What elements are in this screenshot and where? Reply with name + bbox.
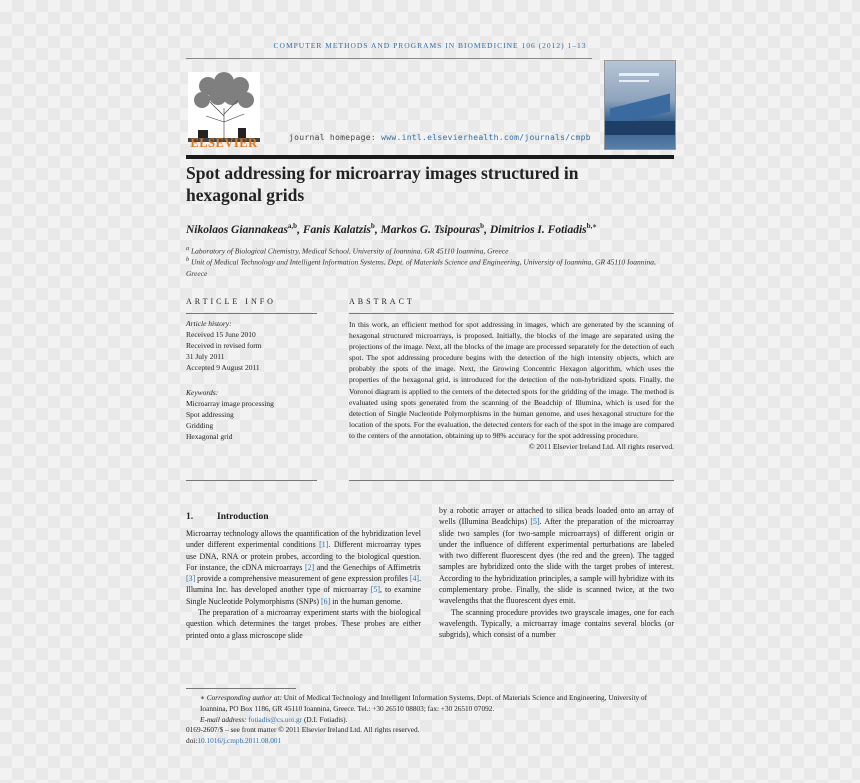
keyword: Microarray image processing	[186, 399, 274, 408]
email-note: E-mail address: fotiadis@cs.uoi.gr (D.I. Fotiadis).	[200, 714, 348, 724]
history-label: Article history:	[186, 319, 232, 328]
abstract-text: In this work, an efficient method for spot addressing in images, which are generated by the scanning of hexagonal structured microarrays, is proposed. Initially, the blocks of the image are separated using the projections of the image. Next, all the blocks of the image are processed separately for the detection of each spot. The spot addressing procedure begins with the detection of the high intensity objects, which are probably the spots of the image. Next, the Growing Concentric Hexagon algorithm, which uses the properties of the hexagonal grid, is introduced for the detection of the non-hybridized spots. Finally, the Voronoi diagram is applied to the centers of the detected spots for the gridding of the image. The method is evaluated using spots generated from the scanning of the Beadchip of Illumina, which is used for the detection of Single Nucleotide Polymorphisms in the human genome, and uses hexagonal structure for the location of the spots. For the evaluation, the detected centers for each of the spot in the image are compared to the centers of the annotation, obtaining up to 98% accuracy for the spot addressing procedure.	[349, 320, 674, 440]
body-paragraph	[186, 607, 421, 641]
affiliation-a: $^a$ Laboratory of Biological Chemistry, Medical School, University of Ioannina, GR 45110 Ioannina, Greece	[186, 245, 509, 256]
body-text: . Illumina Inc. has developed another type of microarray	[186, 574, 421, 595]
author-name: Nikolaos Giannakeas	[186, 223, 288, 236]
corresponding-author-note: ∗ Corresponding author at: Unit of Medical Technology and Intelligent Information Systems, Dept. of Materials Science and Engineering, University of Ioannina, PO Box 1186, GR 45110 Ioannina, Greece. Tel.: +30 26510 08803; fax: +30 26510 07092.	[200, 693, 648, 713]
doi-link[interactable]: 10.1016/j.cmpb.2011.08.001	[197, 736, 282, 746]
body-text: provide a comprehensive measurement of gene expression profiles	[195, 574, 410, 584]
keyword: Gridding	[186, 421, 214, 430]
author-affil-mark[interactable]: b,∗	[586, 222, 598, 230]
author-list: Nikolaos Giannakeas$^{a,b}$, Fanis Kalatzis$^b$, Markos G. Tsipouras$^b$, Dimitrios I. Fotiadis$^{b,∗}$	[186, 222, 598, 236]
keywords	[186, 387, 316, 442]
article-info-rule	[186, 313, 317, 314]
abstract-bottom-rule	[349, 480, 674, 481]
issn-line: 0169-2607/$ – see front matter © 2011 Elsevier Ireland Ltd. All rights reserved.	[186, 725, 420, 735]
doi-line: doi:10.1016/j.cmpb.2011.08.001	[186, 736, 282, 746]
body-text: in the human genome.	[330, 596, 403, 606]
history-line: Received 15 June 2010	[186, 330, 256, 339]
article-history	[186, 318, 316, 373]
citation-link[interactable]: [1]	[319, 540, 329, 550]
abstract-heading: ABSTRACT	[349, 297, 415, 306]
author-name: Fanis Kalatzis	[302, 223, 371, 236]
body-text: . Different microarray types use DNA, RNA or protein probes, according to the biological question. For instance, the cDNA microarrays	[186, 540, 421, 572]
abstract-body	[349, 319, 674, 452]
author-name: Markos G. Tsipouras	[380, 223, 481, 236]
body-paragraph	[439, 505, 674, 607]
body-text: by a robotic arrayer or attached to silica beads loaded onto an array of wells (Illumina Beadchips)	[439, 506, 674, 527]
author-affil-mark[interactable]: b	[370, 222, 375, 230]
citation-link[interactable]: [3]	[186, 574, 196, 584]
body-text: and the Genechips of Affimetrix	[314, 562, 421, 572]
journal-homepage	[289, 133, 591, 142]
citation-link[interactable]: [5]	[370, 585, 380, 595]
citation-link[interactable]: [5]	[530, 517, 540, 527]
history-line: Accepted 9 August 2011	[186, 363, 260, 372]
article-info-heading: ARTICLE INFO	[186, 297, 276, 306]
email-link[interactable]: fotiadis@cs.uoi.gr	[248, 714, 303, 724]
publisher-wordmark: ELSEVIER	[190, 136, 258, 150]
history-line: Received in revised form	[186, 341, 262, 350]
article-title: Spot addressing for microarray images structured in hexagonal grids	[186, 163, 579, 205]
homepage-label: journal homepage:	[289, 133, 376, 142]
body-column-left	[186, 528, 421, 641]
citation-link[interactable]: [2]	[304, 562, 315, 572]
header-rule	[186, 58, 592, 59]
section-heading	[186, 512, 269, 522]
article-info-bottom-rule	[186, 480, 317, 481]
body-paragraph	[439, 607, 674, 641]
section-title: Introduction	[217, 512, 269, 522]
body-text: The scanning procedure provides two grayscale images, one for each wavelength. Typically, a microarray image contains several blocks (or subgrids), which consist of a number	[439, 607, 674, 640]
author-affil-mark[interactable]: a,b	[287, 222, 298, 230]
footnotes	[186, 693, 674, 747]
body-paragraph	[186, 528, 421, 607]
body-column-right	[439, 505, 674, 641]
body-text: , to examine Single Nucleotide Polymorphisms (SNPs)	[186, 585, 421, 606]
keyword: Spot addressing	[186, 410, 234, 419]
citation-link[interactable]: [6]	[321, 596, 331, 606]
abstract-rule	[349, 313, 674, 314]
citation-link[interactable]: [4]	[409, 574, 420, 584]
journal-citation: COMPUTER METHODS AND PROGRAMS IN BIOMEDICINE 106 (2012) 1–13	[273, 41, 587, 50]
keyword: Hexagonal grid	[186, 432, 233, 441]
footnote-rule	[186, 688, 296, 689]
affiliation-b: $^b$ Unit of Medical Technology and Intelligent Information Systems, Dept. of Materials Science and Engineering, University of Ioannina, GR 45110 Ioannina, Greece	[186, 256, 656, 278]
copyright-line: © 2011 Elsevier Ireland Ltd. All rights reserved.	[528, 442, 674, 452]
keywords-label: Keywords:	[186, 388, 219, 397]
history-line: 31 July 2011	[186, 352, 225, 361]
homepage-link[interactable]: www.intl.elsevierhealth.com/journals/cmpb	[381, 133, 591, 142]
title-rule	[186, 155, 674, 159]
author-affil-mark[interactable]: b	[480, 222, 485, 230]
body-text: Microarray technology allows the quantification of the hybridization level under different experimental conditions	[186, 529, 421, 550]
body-text: . After the preparation of the microarray slide two samples (for two-sample microarrays) of different origin or under the influence of different experimental perturbations are labeled with two different fluorescent dyes (the red and the green). The tagged samples are hybridized onto the slide with the target probes of interest. According to the hybridization principles, a sample will hybridize with its complementary probe. Finally, the slide is scanned twice, at the two wavelengths that the fluorescent dyes emit.	[439, 517, 674, 606]
author-name: Dimitrios I. Fotiadis	[489, 223, 587, 236]
journal-cover-image	[604, 60, 676, 150]
body-text: The preparation of a microarray experiment starts with the biological question which determines the target probes. These probes are either printed onto a glass microscope slide	[186, 608, 421, 640]
section-number: 1.	[186, 512, 194, 522]
